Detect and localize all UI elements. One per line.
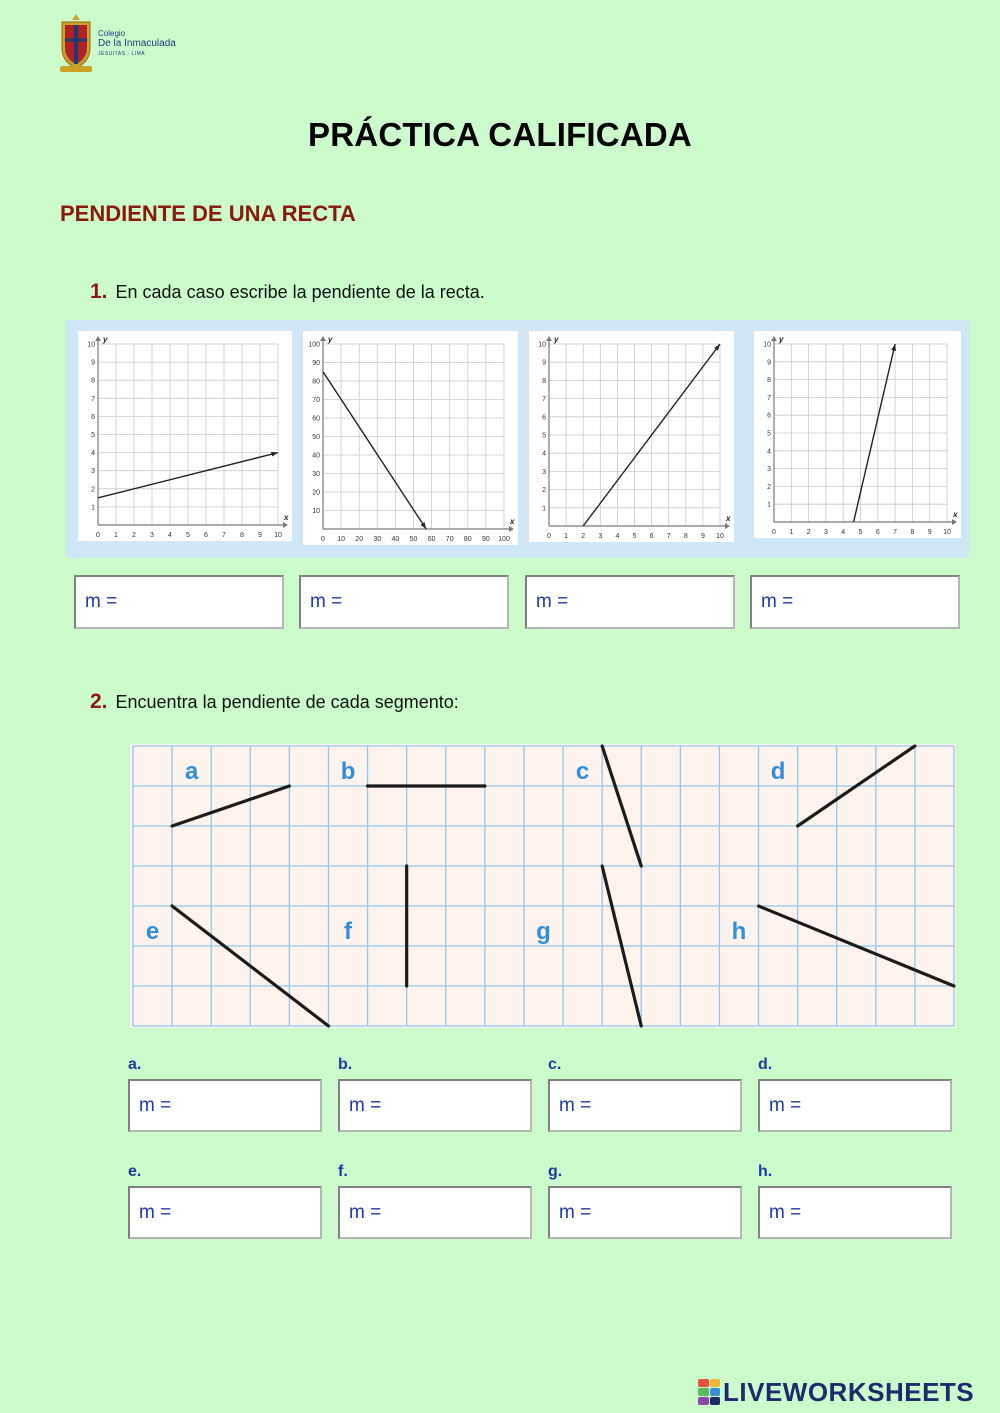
graph-3 xyxy=(529,331,734,542)
x-tick-label: 2 xyxy=(581,533,586,540)
x-tick-label: 70 xyxy=(445,536,454,543)
y-tick-label: 10 xyxy=(87,341,95,349)
x-axis-arrow xyxy=(952,519,957,525)
x-tick-label: 1 xyxy=(564,533,569,540)
answer-input-2-c[interactable] xyxy=(548,1079,742,1132)
y-tick-label: 1 xyxy=(91,504,95,512)
segments-grid-svg xyxy=(130,744,956,1028)
x-tick-label: 0 xyxy=(96,532,100,539)
liveworksheets-logo-icon xyxy=(698,1379,720,1405)
graph-4-plot xyxy=(754,331,961,538)
answer-input-2-d[interactable] xyxy=(758,1079,952,1132)
answer-prefix: m = xyxy=(761,591,794,612)
answer-prefix: m = xyxy=(559,1201,592,1223)
y-tick-label: 90 xyxy=(312,360,320,367)
y-axis-arrow xyxy=(320,336,326,341)
answer-prefix: m = xyxy=(139,1094,172,1116)
x-tick-label: 3 xyxy=(823,529,828,536)
y-axis-label: y xyxy=(779,335,784,344)
x-tick-label: 6 xyxy=(204,532,208,539)
graph-1-plot xyxy=(78,331,292,541)
y-tick-label: 1 xyxy=(542,505,546,513)
y-tick-label: 10 xyxy=(763,341,771,349)
y-axis-arrow xyxy=(546,336,552,341)
y-tick-label: 10 xyxy=(538,341,546,349)
x-tick-label: 6 xyxy=(649,533,654,540)
question-1 xyxy=(90,280,485,304)
answer-input-2-a[interactable] xyxy=(128,1079,322,1132)
segment-label-a: a xyxy=(184,758,199,785)
segment-label-h: h xyxy=(731,918,747,945)
x-tick-label: 4 xyxy=(168,532,172,539)
x-axis-arrow xyxy=(283,522,288,528)
question-1-number: 1. xyxy=(90,280,108,303)
answer-input-1-2[interactable] xyxy=(299,575,509,629)
segment-label-d: d xyxy=(770,758,786,785)
question-2-number: 2. xyxy=(90,690,108,713)
answer-label-c: c. xyxy=(548,1056,562,1073)
graph-4 xyxy=(754,331,961,538)
x-tick-label: 8 xyxy=(240,532,244,539)
y-tick-label: 7 xyxy=(767,394,771,402)
x-tick-label: 9 xyxy=(700,533,705,540)
x-tick-label: 0 xyxy=(547,533,551,540)
y-tick-label: 70 xyxy=(312,397,320,404)
segment-label-e: e xyxy=(145,918,160,945)
footer-brand-text: LIVEWORKSHEETS xyxy=(723,1376,975,1407)
x-axis-label: x xyxy=(284,513,289,522)
logo-line1: Colegio xyxy=(98,29,126,38)
page-title: PRÁCTICA CALIFICADA xyxy=(308,116,692,153)
x-tick-label: 20 xyxy=(355,536,364,543)
y-tick-label: 5 xyxy=(542,432,546,440)
x-tick-label: 2 xyxy=(132,532,136,539)
x-tick-label: 0 xyxy=(772,529,776,536)
y-tick-label: 60 xyxy=(312,415,320,423)
answer-input-2-f[interactable] xyxy=(338,1186,532,1239)
school-crest-icon xyxy=(58,12,94,74)
answer-prefix: m = xyxy=(536,591,569,612)
y-tick-label: 2 xyxy=(91,486,95,494)
x-tick-label: 100 xyxy=(498,536,510,543)
answer-label-b: b. xyxy=(338,1056,353,1073)
x-tick-label: 60 xyxy=(427,536,436,543)
x-tick-label: 5 xyxy=(186,532,190,539)
y-tick-label: 30 xyxy=(312,471,320,478)
x-tick-label: 3 xyxy=(598,533,603,540)
x-tick-label: 6 xyxy=(875,529,880,536)
answer-input-2-h[interactable] xyxy=(758,1186,952,1239)
x-tick-label: 90 xyxy=(482,536,490,543)
segment-label-c: c xyxy=(575,758,590,785)
segment-label-g: g xyxy=(536,918,551,945)
y-tick-label: 7 xyxy=(91,395,95,403)
y-tick-label: 4 xyxy=(767,448,771,456)
logo-line2: De la Inmaculada xyxy=(98,38,176,49)
y-tick-label: 40 xyxy=(312,452,320,460)
x-tick-label: 30 xyxy=(373,536,382,543)
x-axis-label: x xyxy=(953,510,958,519)
answer-label-g: g. xyxy=(548,1163,563,1180)
y-tick-label: 4 xyxy=(542,450,546,458)
y-tick-label: 20 xyxy=(312,489,320,497)
answer-label-h: h. xyxy=(758,1163,773,1180)
graph-3-plot xyxy=(529,331,734,542)
x-tick-label: 10 xyxy=(337,536,345,543)
footer-brand xyxy=(698,1374,974,1410)
y-tick-label: 9 xyxy=(91,359,95,367)
x-tick-label: 5 xyxy=(858,529,863,536)
y-axis-label: y xyxy=(103,335,108,344)
x-tick-label: 4 xyxy=(841,529,846,536)
y-tick-label: 2 xyxy=(767,483,771,491)
x-axis-arrow xyxy=(725,523,730,529)
x-tick-label: 9 xyxy=(927,529,932,536)
y-axis-arrow xyxy=(771,336,777,341)
answer-input-2-e[interactable] xyxy=(128,1186,322,1239)
answer-prefix: m = xyxy=(559,1094,592,1116)
answer-input-2-g[interactable] xyxy=(548,1186,742,1239)
answer-label-a: a. xyxy=(128,1056,142,1073)
x-tick-label: 7 xyxy=(893,529,898,536)
answer-input-1-1[interactable] xyxy=(74,575,284,629)
answer-label-f: f. xyxy=(338,1163,348,1180)
logo-line3: JESUITAS - LIMA xyxy=(98,51,146,57)
x-tick-label: 7 xyxy=(222,532,226,539)
answer-label-e: e. xyxy=(128,1163,142,1180)
answer-prefix: m = xyxy=(769,1094,802,1116)
y-tick-label: 100 xyxy=(308,341,320,349)
y-tick-label: 8 xyxy=(767,377,771,385)
segment-label-b: b xyxy=(340,758,356,785)
answer-prefix: m = xyxy=(85,591,118,612)
segments-grid xyxy=(130,744,956,1028)
graph-2-plot xyxy=(303,331,518,545)
y-tick-label: 8 xyxy=(91,377,95,385)
y-tick-label: 3 xyxy=(767,466,771,474)
graph-2-line xyxy=(323,372,426,529)
y-tick-label: 8 xyxy=(542,377,546,385)
y-tick-label: 80 xyxy=(312,378,320,386)
y-tick-label: 1 xyxy=(767,501,771,509)
graph-1-arrowhead xyxy=(271,452,278,457)
school-logo xyxy=(58,12,178,76)
question-1-text: En cada caso escribe la pendiente de la recta. xyxy=(115,282,485,302)
x-tick-label: 7 xyxy=(666,533,671,540)
answer-input-1-3[interactable] xyxy=(525,575,735,629)
x-axis-label: x xyxy=(510,517,515,526)
x-tick-label: 4 xyxy=(615,533,620,540)
y-tick-label: 3 xyxy=(542,468,546,476)
x-tick-label: 5 xyxy=(632,533,637,540)
question-2-text: Encuentra la pendiente de cada segmento: xyxy=(115,692,459,712)
y-tick-label: 6 xyxy=(767,412,771,420)
x-tick-label: 8 xyxy=(683,533,688,540)
y-tick-label: 6 xyxy=(91,413,95,421)
x-tick-label: 9 xyxy=(258,532,262,539)
x-tick-label: 40 xyxy=(391,536,400,543)
answer-prefix: m = xyxy=(349,1094,382,1116)
y-tick-label: 10 xyxy=(312,508,320,515)
y-axis-arrow xyxy=(95,336,101,341)
x-tick-label: 1 xyxy=(114,532,118,539)
graph-1 xyxy=(78,331,292,541)
x-tick-label: 10 xyxy=(274,532,282,539)
graph-2-arrowhead xyxy=(421,522,427,529)
y-tick-label: 9 xyxy=(542,359,546,367)
y-tick-label: 9 xyxy=(767,359,771,367)
x-tick-label: 10 xyxy=(716,533,724,540)
answer-prefix: m = xyxy=(769,1201,802,1223)
answer-input-1-4[interactable] xyxy=(750,575,960,629)
graph-2 xyxy=(303,331,518,545)
y-axis-label: y xyxy=(554,335,559,344)
y-tick-label: 3 xyxy=(91,468,95,476)
x-axis-arrow xyxy=(509,526,514,532)
answer-input-2-b[interactable] xyxy=(338,1079,532,1132)
x-tick-label: 10 xyxy=(943,529,951,536)
x-tick-label: 50 xyxy=(409,536,418,543)
answer-prefix: m = xyxy=(349,1201,382,1223)
x-tick-label: 2 xyxy=(806,529,811,536)
y-tick-label: 7 xyxy=(542,396,546,404)
x-tick-label: 0 xyxy=(321,536,325,543)
x-tick-label: 80 xyxy=(463,536,472,543)
segment-label-f: f xyxy=(344,918,353,945)
y-tick-label: 50 xyxy=(312,434,320,441)
y-tick-label: 5 xyxy=(767,430,771,438)
answer-prefix: m = xyxy=(310,591,343,612)
question-2 xyxy=(90,690,459,714)
answer-prefix: m = xyxy=(139,1201,172,1223)
y-tick-label: 5 xyxy=(91,432,95,439)
x-tick-label: 1 xyxy=(789,529,794,536)
section-subtitle: PENDIENTE DE UNA RECTA xyxy=(60,201,356,226)
y-tick-label: 2 xyxy=(542,487,546,495)
y-tick-label: 4 xyxy=(91,450,95,458)
x-tick-label: 3 xyxy=(150,532,154,539)
y-tick-label: 6 xyxy=(542,414,546,422)
x-axis-label: x xyxy=(726,514,731,523)
x-tick-label: 8 xyxy=(910,529,915,536)
answer-label-d: d. xyxy=(758,1056,773,1073)
y-axis-label: y xyxy=(328,335,333,344)
